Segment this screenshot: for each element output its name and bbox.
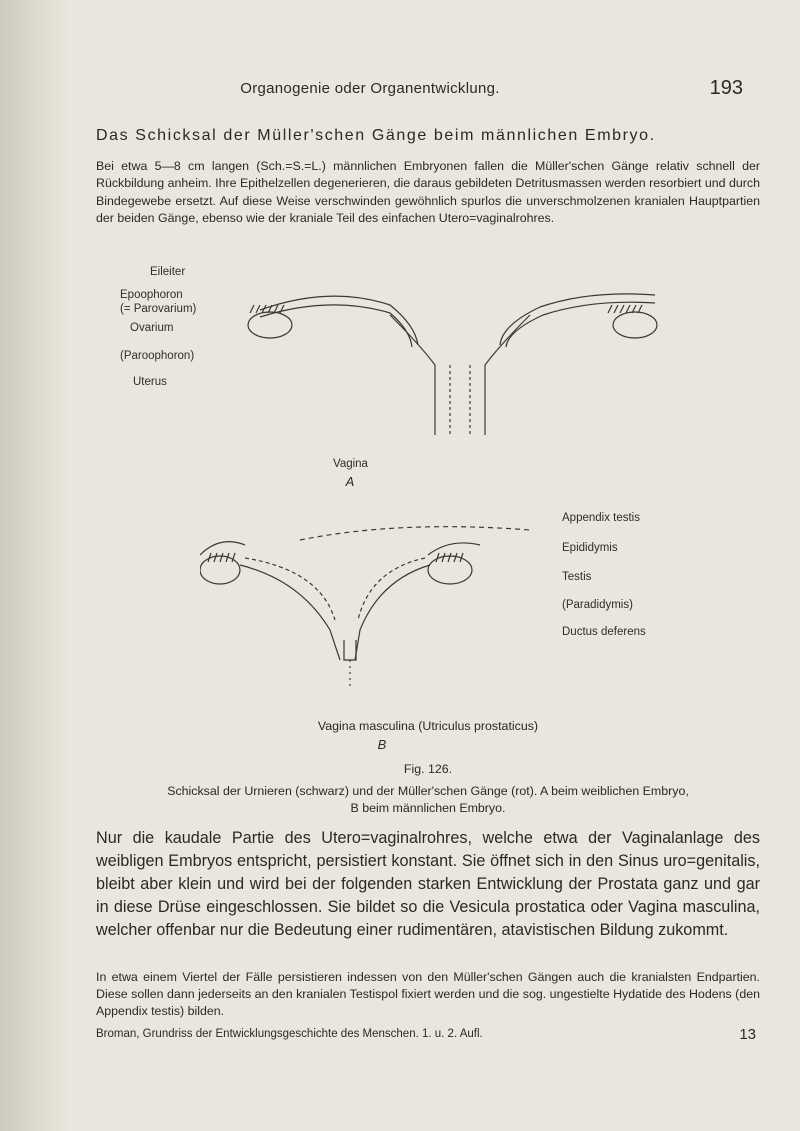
- figure-b-letter: B: [377, 737, 387, 752]
- label-paroophoron: (Paroophoron): [120, 350, 195, 362]
- section-title: Das Schicksal der Müller'schen Gänge beim männlichen Embryo.: [96, 127, 656, 144]
- label-vagina: Vagina: [333, 458, 368, 470]
- label-testis: Testis: [562, 571, 592, 583]
- figure-a-drawing: [240, 285, 660, 435]
- label-ovarium: Ovarium: [130, 322, 174, 334]
- page-number: 193: [709, 77, 743, 99]
- page-header: [0, 77, 800, 104]
- figure-b-drawing: [200, 510, 560, 690]
- page-footer: [96, 1026, 760, 1046]
- label-ductus-deferens: Ductus deferens: [562, 626, 646, 638]
- label-paradidymis: (Paradidymis): [562, 599, 633, 611]
- label-vagina-masculina: Vagina masculina (Utriculus prostaticus): [317, 719, 539, 733]
- paragraph-2: Nur die kaudale Partie des Utero=vaginalrohres, welche etwa der Vaginalanlage des weibligen Embryos entspricht, persistiert konstant. Sie öffnet sich in den Sinus uro=genitalis, bleibt aber klein und wird bei der folgenden starken Entwicklung der Prostata ganz und gar in diese Drüse eingeschlossen. Sie bildet so die Vesicula prostatica oder Vagina masculina, welcher offenbar nur die Bedeutung einer rudimentären, atavistischen Bildung zukommt.: [96, 829, 760, 939]
- label-uterus: Uterus: [133, 376, 167, 388]
- figure-caption-line-2: B beim männlichen Embryo.: [350, 801, 506, 815]
- label-parovarium: (= Parovarium): [120, 303, 197, 315]
- figure-caption-line-1: Schicksal der Urnieren (schwarz) und der Müller'schen Gänge (rot). A beim weiblichen Embryo,: [167, 784, 689, 798]
- label-epididymis: Epididymis: [562, 542, 618, 554]
- page-gutter-shadow: [0, 0, 70, 1131]
- signature-mark: 13: [739, 1026, 756, 1043]
- figure-a-letter: A: [345, 474, 355, 489]
- figure-caption: [96, 783, 760, 817]
- label-appendix-testis: Appendix testis: [562, 512, 640, 524]
- paragraph-1: Bei etwa 5—8 cm langen (Sch.=S.=L.) männlichen Embryonen fallen die Müller'schen Gänge relativ schnell der Rückbildung anheim. Ihre Epithelzellen degenerieren, die daraus gebildeten Detritusmassen werden resorbiert und durch Bindegewebe ersetzt. Auf diese Weise verschwinden gewöhnlich spurlos die unverschmolzenen kranialen Hauptpartien der beiden Gänge, ebenso wie der kraniale Teil des einfachen Utero=vaginalrohres.: [96, 159, 760, 226]
- footer-citation: Broman, Grundriss der Entwicklungsgeschichte des Menschen. 1. u. 2. Aufl.: [96, 1028, 483, 1040]
- label-eileiter: Eileiter: [150, 266, 186, 278]
- running-head: Organogenie oder Organentwicklung.: [240, 80, 500, 97]
- figure-number: Fig. 126.: [403, 762, 453, 776]
- paragraph-3: In etwa einem Viertel der Fälle persistieren indessen von den Müller'schen Gängen auch die kranialsten Endpartien. Diese sollen dann jederseits an den kranialen Testispol fixiert werden und die sog. ungestielte Hydatide des Hodens (den Appendix testis) bilden.: [96, 970, 760, 1019]
- label-epoophoron: Epoophoron: [120, 289, 183, 301]
